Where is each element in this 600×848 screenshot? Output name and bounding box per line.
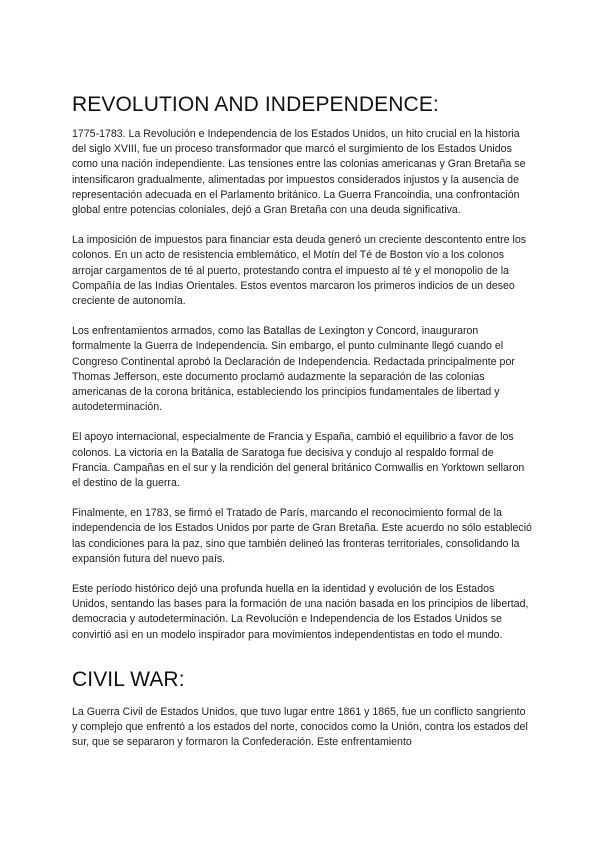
document-body [72, 92, 532, 766]
section-heading-revolution: REVOLUTION AND INDEPENDENCE: [72, 93, 439, 116]
paragraph-intro: 1775-1783. La Revolución e Independencia de los Estados Unidos, un hito crucial en la historia del siglo XVIII, fue un proceso transformador que marcó el surgimiento de los Estados Unidos como una nación independiente. Las tensiones entre las colonias americanas y Gran Bretaña se intensificaron gradualmente, alimentadas por impuestos considerados injustos y la ausencia de representación adecuada en el Parlamento británico. La Guerra Francoindia, una confrontación global entre potencias coloniales, dejó a Gran Bretaña con una deuda significativa. [72, 128, 526, 217]
paragraph-taxes-boston: La imposición de impuestos para financiar esta deuda generó un creciente descontento entre los colonos. En un acto de resistencia emblemático, el Motín del Té de Boston vio a los colonos arrojar cargamentos de té al puerto, protestando contra el impuesto al té y el monopolio de la Compañía de las Indias Orientales. Estos eventos marcaron los primeros indicios de un deseo creciente de autonomía. [72, 234, 527, 308]
section-heading-civil-war: CIVIL WAR: [72, 667, 185, 691]
paragraph-international-support: El apoyo internacional, especialmente de Francia y España, cambió el equilibrio a favor de los colonos. La victoria en la Batalla de Saratoga fue decisiva y condujo al respaldo formal de Francia. Campañas en el sur y la rendición del general británico Cornwallis en Yorktown sellaron el destino de la guerra. [72, 431, 525, 490]
paragraph-declaration: Los enfrentamientos armados, como las Batallas de Lexington y Concord, inauguraron formalmente la Guerra de Independencia. Sin embargo, el punto culminante llegó cuando el Congreso Continental aprobó la Declaración de Independencia. Redactada principalmente por Thomas Jefferson, este documento proclamó audazmente la separación de las colonias americanas de la corona británica, estableciendo los principios fundamentales de libertad y autodeterminación. [72, 325, 515, 414]
paragraph-civil-war-intro: La Guerra Civil de Estados Unidos, que tuvo lugar entre 1861 y 1865, fue un conflicto sangriento y complejo que enfrentó a los estados del norte, conocidos como la Unión, contra los estados del sur, que se separaron y formaron la Confederación. Este enfrentamiento [72, 705, 528, 749]
paragraph-legacy: Este período histórico dejó una profunda huella en la identidad y evolución de los Estados Unidos, sentando las bases para la formación de una nación basada en los principios de libertad, democracia y autodeterminación. La Revolución e Independencia de los Estados Unidos se convirtió así en un modelo inspirador para movimientos independentistas en todo el mundo. [72, 583, 529, 641]
paragraph-treaty-of-paris: Finalmente, en 1783, se firmó el Tratado de París, marcando el reconocimiento formal de la independencia de los Estados Unidos por parte de Gran Bretaña. Este acuerdo no sólo estableció las condiciones para la paz, sino que también delineó las fronteras territoriales, consolidando la expansión futura del nuevo país. [72, 507, 532, 565]
